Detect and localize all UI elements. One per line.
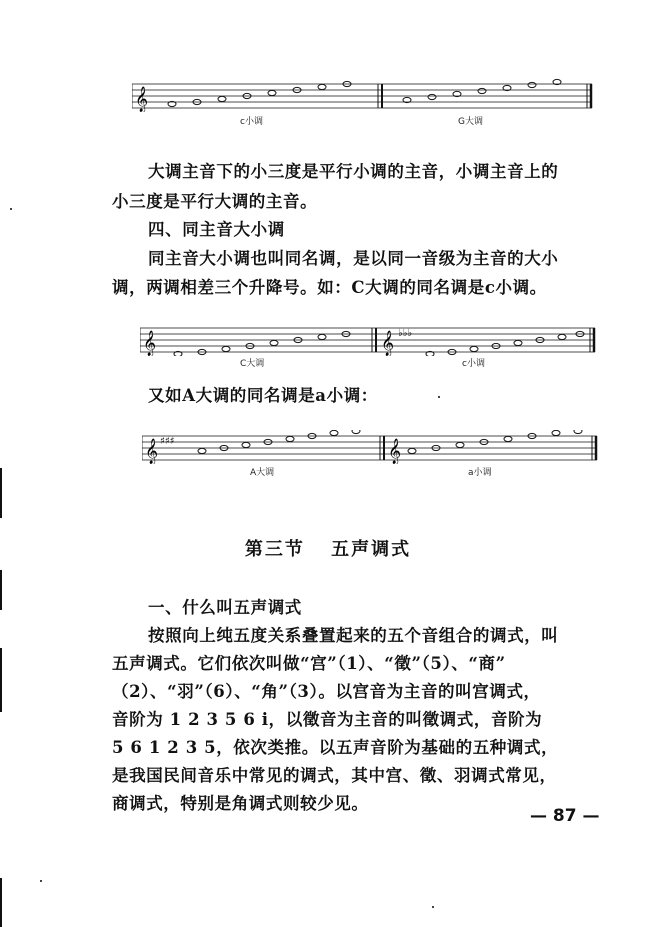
scan-edge-mark bbox=[0, 878, 2, 927]
section-heading: 四、同主音大小调 bbox=[148, 220, 285, 239]
text-line: 又如A大调的同名调是a小调： bbox=[148, 386, 378, 405]
staff-3-left-label: A大调 bbox=[250, 468, 275, 478]
scan-dot bbox=[10, 208, 12, 210]
svg-text:𝄞: 𝄞 bbox=[381, 331, 395, 356]
text-line: （2）、“羽”（6）、“角”（3）。以宫音为主音的叫宫调式， bbox=[112, 682, 541, 701]
text-line: 同主音大小调也叫同名调，是以同一音级为主音的大小 bbox=[148, 249, 559, 268]
svg-text:♭♭♭: ♭♭♭ bbox=[398, 328, 413, 339]
section-title: 第三节 五声调式 bbox=[244, 539, 412, 560]
text-line: 音阶为 1 2 3 5 6 i，以徵音为主音的叫徵调式，音阶为 bbox=[112, 710, 543, 729]
text-line: 调，两调相差三个升降号。如：C大调的同名调是c小调。 bbox=[112, 278, 547, 297]
svg-text:𝄞: 𝄞 bbox=[145, 439, 159, 464]
staff-3-right-label: a小调 bbox=[468, 468, 492, 478]
text-line: 5 6 1 2 3 5，依次类推。以五声音阶为基础的五种调式， bbox=[112, 738, 559, 757]
scan-edge-mark bbox=[0, 570, 2, 610]
staff-2-right-label: c小调 bbox=[462, 359, 485, 369]
text-line: 商调式，特别是角调式则较少见。 bbox=[112, 794, 369, 813]
svg-text:𝄞: 𝄞 bbox=[143, 331, 157, 356]
scan-dot bbox=[432, 906, 434, 908]
staff-1-left-label: c小调 bbox=[240, 117, 263, 127]
staff-2-left-label: C大调 bbox=[240, 359, 265, 369]
text-line: 小三度是平行大调的主音。 bbox=[112, 192, 318, 211]
staff-2-notation bbox=[140, 322, 604, 356]
text-line: 大调主音下的小三度是平行小调的主音，小调主音上的 bbox=[148, 162, 559, 181]
music-staff-3 bbox=[142, 430, 604, 464]
svg-text:𝄞: 𝄞 bbox=[135, 87, 149, 112]
scan-dot bbox=[438, 396, 440, 398]
text-line: 五声调式。它们依次叫做“宫”（1）、“徵”（5）、“商” bbox=[112, 654, 506, 673]
scan-edge-mark bbox=[0, 468, 2, 518]
svg-text:♯♯♯: ♯♯♯ bbox=[160, 436, 175, 447]
staff-1-right-label: G大调 bbox=[458, 117, 483, 127]
music-staff-1 bbox=[132, 78, 602, 112]
staff-3-notation bbox=[142, 430, 604, 464]
staff-1-notation bbox=[132, 78, 602, 112]
music-staff-2 bbox=[140, 322, 604, 356]
text-line: 是我国民间音乐中常见的调式，其中宫、徵、羽调式常见， bbox=[112, 766, 557, 785]
svg-text:𝄞: 𝄞 bbox=[388, 439, 402, 464]
scan-edge-mark bbox=[0, 648, 2, 712]
text-line: 按照向上纯五度关系叠置起来的五个音组合的调式，叫 bbox=[148, 626, 559, 645]
page-number: — 87 — bbox=[530, 806, 600, 826]
subsection-heading: 一、什么叫五声调式 bbox=[148, 598, 302, 617]
scan-dot bbox=[40, 880, 42, 882]
